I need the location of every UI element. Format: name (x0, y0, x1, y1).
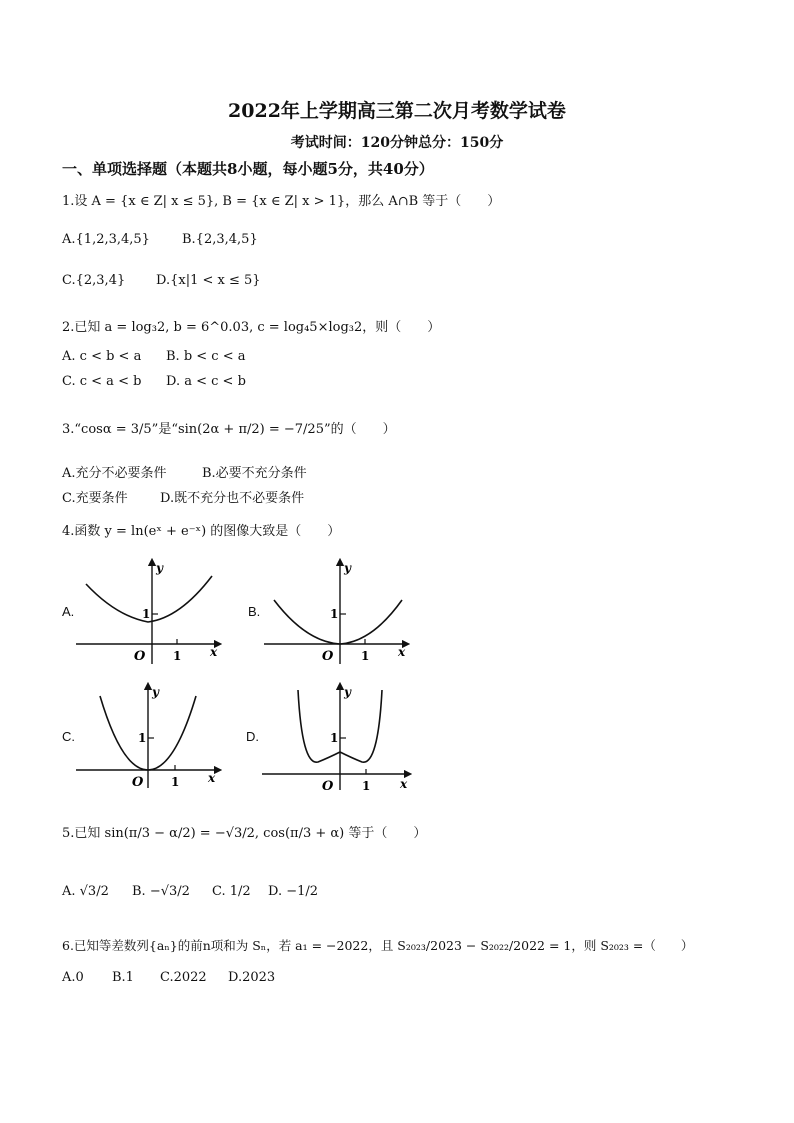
graph-c-x-label: x (208, 771, 216, 785)
question-1-option-b: B.{2,3,4,5} (182, 232, 258, 247)
question-1-option-c: C.{2,3,4} (62, 273, 126, 288)
exam-info: 考试时间：120分钟总分：150分 (290, 135, 504, 151)
question-1-stem: 1.设 A = {x ∈ Z| x ≤ 5}, B = {x ∈ Z| x > 1}，那么 A∩B 等于（ ） (62, 194, 501, 209)
graph-c (76, 680, 226, 790)
question-3-option-b: B.必要不充分条件 (202, 466, 307, 481)
graph-c-origin: O (132, 775, 144, 790)
graph-d-y-tick: 1 (330, 731, 339, 745)
graph-c-y-tick: 1 (138, 731, 147, 745)
graph-d-y-label: y (344, 685, 351, 699)
section-heading: 一、单项选择题（本题共8小题，每小题5分，共40分） (62, 160, 434, 178)
graph-d-x-label: x (400, 777, 408, 791)
question-1-option-d: D.{x|1 < x ≤ 5} (156, 273, 261, 288)
graph-b-x-tick: 1 (361, 649, 370, 663)
question-2-option-c: C. c < a < b (62, 374, 142, 389)
question-6-option-c: C.2022 (160, 970, 207, 985)
question-3-stem: 3.“cosα = 3/5”是“sin(2α + π/2) = −7/25”的（ ） (62, 422, 396, 437)
graph-b-x-label: x (398, 645, 406, 659)
graph-c-y-label: y (152, 685, 159, 699)
question-5-option-d: D. −1/2 (268, 884, 319, 899)
graph-a-y-label: y (156, 561, 163, 575)
graph-a (76, 556, 226, 666)
question-2-option-b: B. b < c < a (166, 349, 246, 364)
question-5-stem: 5.已知 sin(π/3 − α/2) = −√3/2, cos(π/3 + α) 等于（ ） (62, 826, 427, 841)
question-4-option-c: C. (62, 729, 75, 744)
question-2-stem: 2.已知 a = log₃2, b = 6^0.03, c = log₄5×log₃2，则（ ） (62, 320, 441, 335)
question-3-option-d: D.既不充分也不必要条件 (160, 491, 305, 506)
question-6-option-a: A.0 (62, 970, 84, 985)
question-4-option-d: D. (246, 729, 259, 744)
question-5-option-a: A. √3/2 (62, 884, 109, 899)
question-5-option-c: C. 1/2 (212, 884, 251, 899)
question-3-option-a: A.充分不必要条件 (62, 466, 167, 481)
graph-a-y-tick: 1 (142, 607, 151, 621)
graph-b (264, 556, 414, 666)
question-3-option-c: C.充要条件 (62, 491, 128, 506)
question-6-option-b: B.1 (112, 970, 134, 985)
question-2-option-d: D. a < c < b (166, 374, 246, 389)
graph-a-x-tick: 1 (173, 649, 182, 663)
graph-b-y-tick: 1 (330, 607, 339, 621)
question-4-stem: 4.函数 y = ln(eˣ + e⁻ˣ) 的图像大致是（ ） (62, 524, 341, 539)
question-6-option-d: D.2023 (228, 970, 276, 985)
question-4-option-a: A. (62, 604, 75, 619)
graph-a-origin: O (134, 649, 146, 664)
graph-d-x-tick: 1 (362, 779, 371, 792)
question-1-option-a: A.{1,2,3,4,5} (62, 232, 150, 247)
graph-b-origin: O (322, 649, 334, 664)
question-4-option-b: B. (248, 604, 261, 619)
graph-d-origin: O (322, 779, 334, 792)
graph-c-x-tick: 1 (171, 775, 180, 789)
page-title: 2022年上学期高三第二次月考数学试卷 (228, 100, 566, 122)
question-6-stem: 6.已知等差数列{aₙ}的前n项和为 Sₙ，若 a₁ = −2022，且 S₂₀₂₃/2023 − S₂₀₂₂/2022 = 1，则 S₂₀₂₃ =（ ） (62, 938, 694, 953)
graph-a-x-label: x (210, 645, 218, 659)
question-2-option-a: A. c < b < a (62, 349, 142, 364)
question-5-option-b: B. −√3/2 (132, 884, 190, 899)
graph-b-y-label: y (344, 561, 351, 575)
graph-d (262, 680, 416, 792)
